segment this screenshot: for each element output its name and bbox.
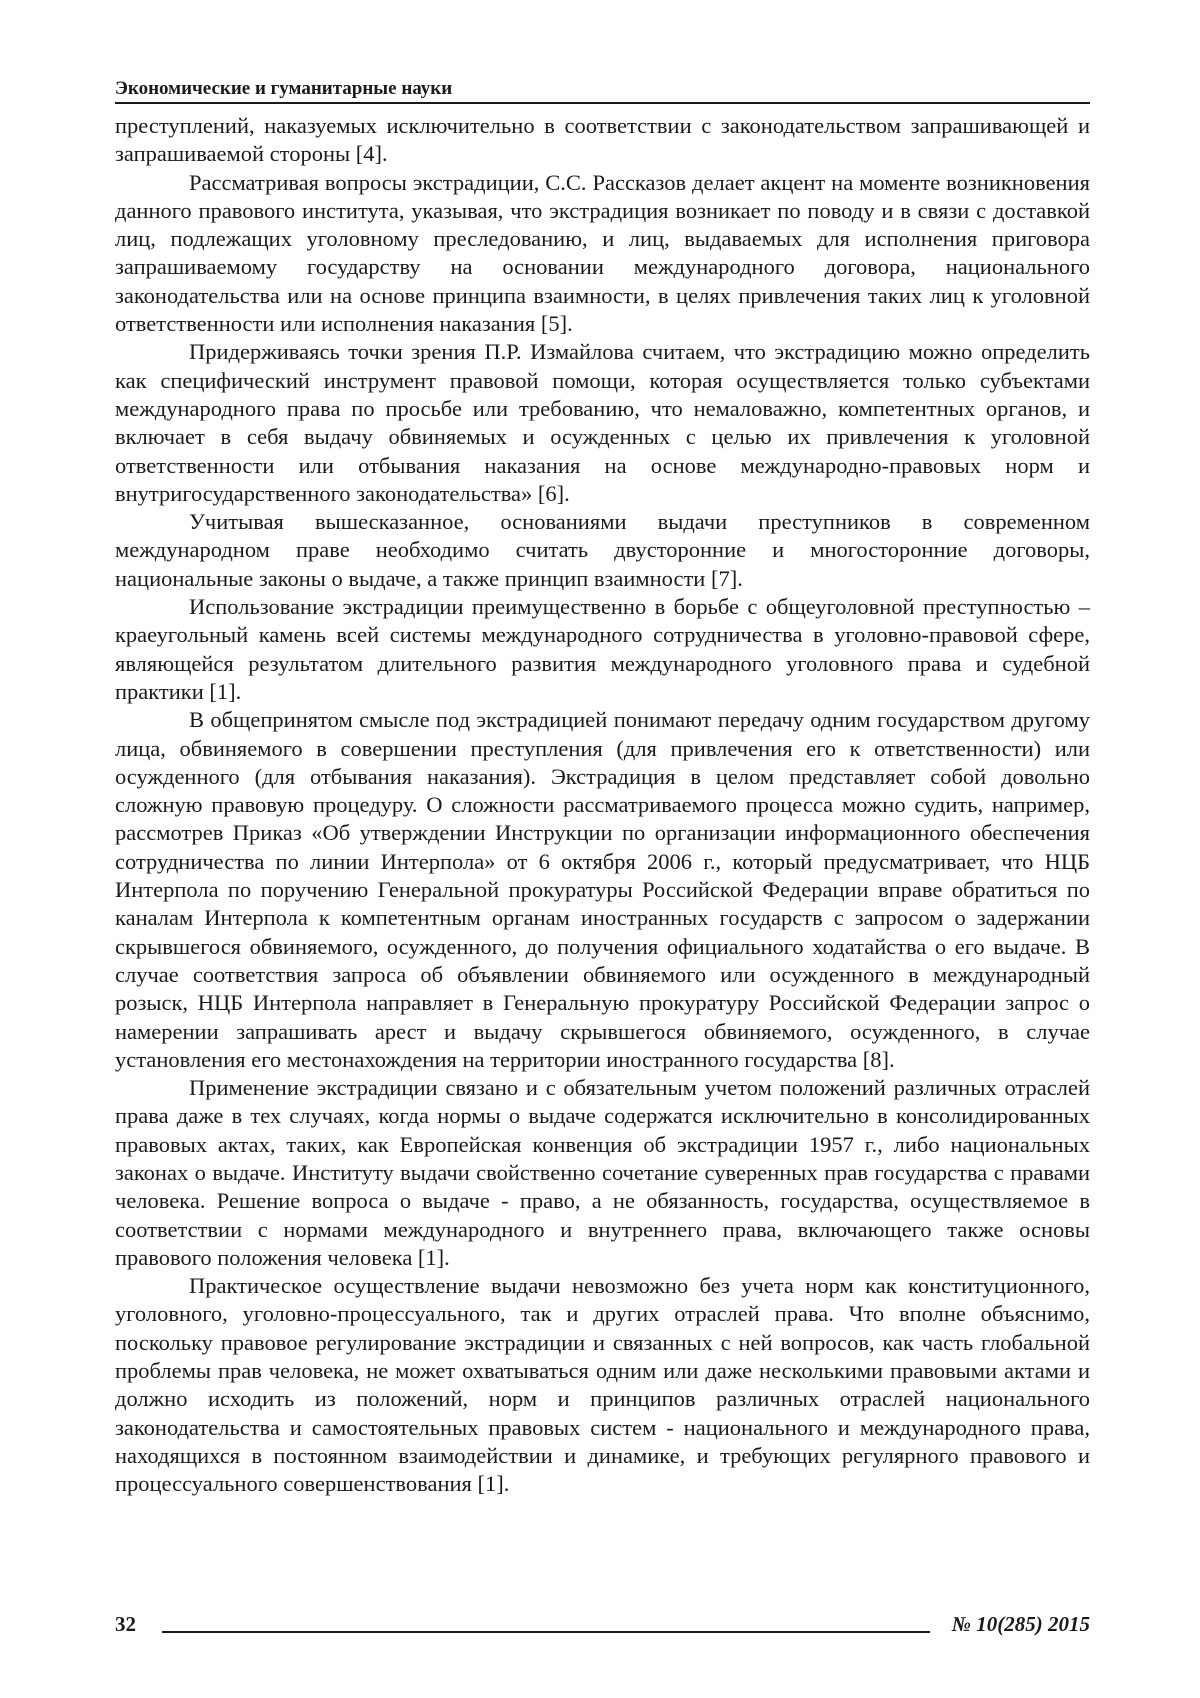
paragraph: В общепринятом смысле под экстрадицией понимают передачу одним государством другому лица, обвиняемого в совершении преступления (для привлечения его к ответственности) или осужденного (для отбывания наказания). Экстрадиция в целом представляет собой довольно сложную правовую процедуру. О сложности рассматриваемого процесса можно судить, например, рассмотрев Приказ «Об утверждении Инструкции по организации информационного обеспечения сотрудничества по линии Интерпола» от 6 октября 2006 г., который предусматривает, что НЦБ Интерпола по поручению Генеральной прокуратуры Российской Федерации вправе обратиться по каналам Интерпола к компетентным органам иностранных государств с запросом о задержании скрывшегося обвиняемого, осужденного, до получения официального ходатайства о его выдаче. В случае соответствия запроса об объявлении обвиняемого или осужденного в международный розыск, НЦБ Интерпола направляет в Генеральную прокуратуру Российской Федерации запрос о намерении запрашивать арест и выдачу скрывшегося обвиняемого, осужденного, в случае установления его местонахождения на территории иностранного государства [8].: [115, 706, 1090, 1074]
page-footer: [115, 1610, 1090, 1638]
paragraph: Учитывая вышесказанное, основаниями выдачи преступников в современном международном праве необходимо считать двусторонние и многосторонние договоры, национальные законы о выдаче, а также принцип взаимности [7].: [115, 508, 1090, 593]
page-number: 32: [115, 1612, 136, 1636]
journal-section-title: Экономические и гуманитарные науки: [115, 78, 452, 100]
paragraph: Придерживаясь точки зрения П.Р. Измайлова считаем, что экстрадицию можно определить как специфический инструмент правовой помощи, которая осуществляется только субъектами международного права по просьбе или требованию, что немаловажно, компетентных органов, и включает в себя выдачу обвиняемых и осужденных с целью их привлечения к уголовной ответственности или отбывания наказания на основе международно-правовых норм и внутригосударственного законодательства» [6].: [115, 338, 1090, 508]
paragraph-continuation: преступлений, наказуемых исключительно в соответствии с законодательством запрашивающей и запрашиваемой стороны [4].: [115, 112, 1090, 169]
paragraph: Использование экстрадиции преимущественно в борьбе с общеуголовной преступностью – краеугольный камень всей системы международного сотрудничества в уголовно-правовой сфере, являющейся результатом длительного развития международного уголовного права и судебной практики [1].: [115, 593, 1090, 706]
issue-number: № 10(285) 2015: [952, 1612, 1090, 1636]
paragraph: Рассматривая вопросы экстрадиции, С.С. Рассказов делает акцент на моменте возникновения данного правового института, указывая, что экстрадиция возникает по поводу и в связи с доставкой лиц, подлежащих уголовному преследованию, и лиц, выдаваемых для исполнения приговора запрашиваемому государству на основании международного договора, национального законодательства или на основе принципа взаимности, в целях привлечения таких лиц к уголовной ответственности или исполнения наказания [5].: [115, 169, 1090, 339]
paragraph: Практическое осуществление выдачи невозможно без учета норм как конституционного, уголовного, уголовно-процессуального, так и других отраслей права. Что вполне объяснимо, поскольку правовое регулирование экстрадиции и связанных с ней вопросов, как часть глобальной проблемы прав человека, не может охватываться одним или даже несколькими правовыми актами и должно исходить из положений, норм и принципов различных отраслей национального законодательства и самостоятельных правовых систем - национального и международного права, находящихся в постоянном взаимодействии и динамике, и требующих регулярного правового и процессуального совершенствования [1].: [115, 1272, 1090, 1498]
article-body: [115, 112, 1090, 1499]
footer-divider: [162, 1631, 930, 1633]
paragraph: Применение экстрадиции связано и с обязательным учетом положений различных отраслей права даже в тех случаях, когда нормы о выдаче содержатся исключительно в консолидированных правовых актах, таких, как Европейская конвенция об экстрадиции 1957 г., либо национальных законах о выдаче. Институту выдачи свойственно сочетание суверенных прав государства с правами человека. Решение вопроса о выдаче - право, а не обязанность, государства, осуществляемое в соответствии с нормами международного и внутреннего права, включающего также основы правового положения человека [1].: [115, 1074, 1090, 1272]
running-header: [115, 74, 1090, 104]
